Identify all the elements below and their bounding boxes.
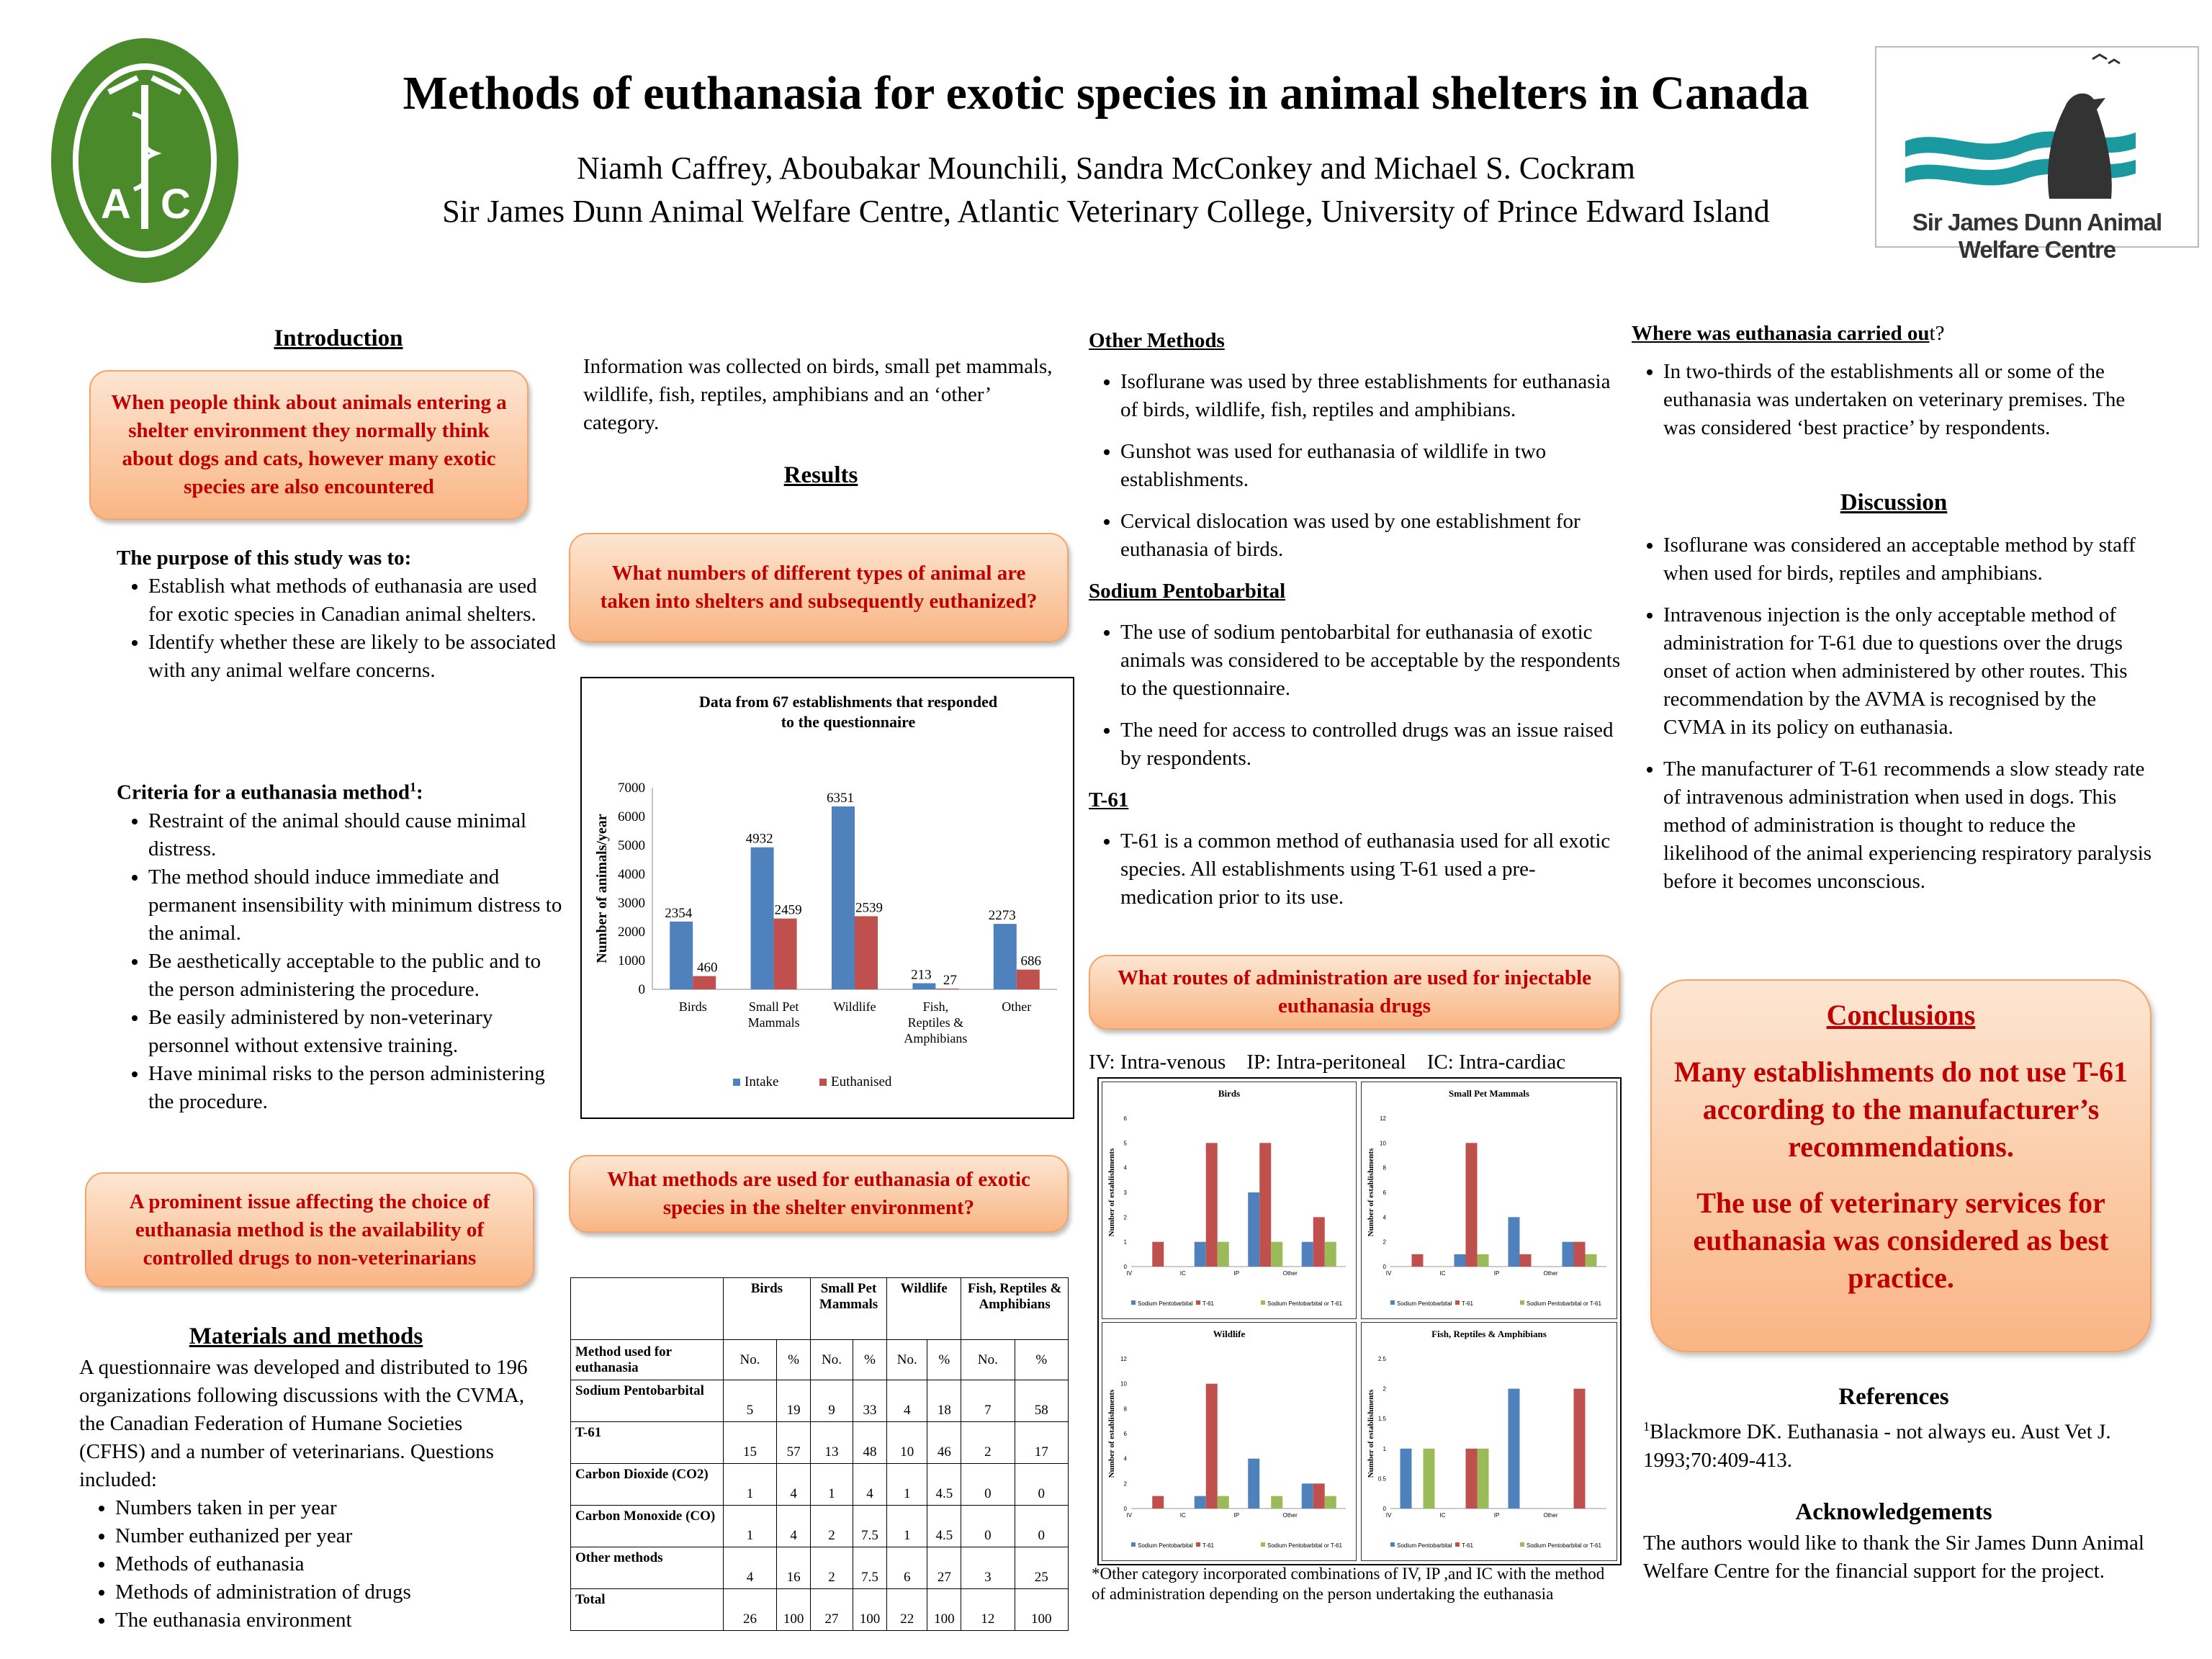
table-row-label: T-61 (571, 1422, 724, 1464)
mini-chart-ytick: 8 (1123, 1406, 1127, 1413)
mini-chart-bar (1302, 1242, 1313, 1267)
mini-chart-legend-swatch (1455, 1300, 1460, 1305)
chart-data-label: 2273 (988, 908, 1016, 924)
other-methods-item: • Isoflurane was used by three establishments for euthanasia of birds, wildlife, fish, reptiles and amphibians. (1120, 368, 1622, 424)
mini-chart-ylabel: Number of establishments (1367, 1148, 1375, 1237)
mini-chart-bar (1455, 1254, 1466, 1267)
table-cell: 48 (853, 1422, 886, 1464)
chart-bar (693, 976, 716, 989)
question-callout-2: What methods are used for euthanasia of exotic species in the shelter environment? (569, 1155, 1069, 1233)
table-col-wildlife: Wildlife (887, 1278, 961, 1340)
mini-chart-ytick: 6 (1382, 1190, 1386, 1196)
criteria-heading: Criteria for a euthanasia method$^1$: (117, 780, 423, 804)
purpose-heading: The purpose of this study was to: (117, 547, 412, 570)
mini-chart-ytick: 3 (1123, 1190, 1127, 1196)
table-cell: 3 (961, 1547, 1015, 1589)
table-col-small-pet: Small Pet Mammals (810, 1278, 886, 1340)
mini-chart-ytick: 0.5 (1377, 1475, 1386, 1483)
chart-legend-swatch (733, 1079, 740, 1086)
chart-ytick: 0 (638, 982, 645, 997)
table-cell: 4.5 (927, 1506, 961, 1547)
mini-chart-bar (1509, 1389, 1520, 1509)
mini-chart-bar (1195, 1242, 1206, 1267)
mini-chart-legend-label: T-61 (1202, 1300, 1215, 1307)
chart-xtick: Birds (678, 999, 707, 1014)
table-cell: 10 (887, 1422, 927, 1464)
table-cell: 1 (723, 1506, 776, 1547)
table-cell: 0 (961, 1464, 1015, 1506)
svg-text:A: A (101, 181, 131, 228)
table-row-label: Carbon Monoxide (CO) (571, 1506, 724, 1547)
where-item: • In two-thirds of the establishments all or some of the euthanasia was undertaken on veterinary premises. The was considered ‘best practice’ by respondents. (1663, 358, 2157, 442)
table-row-label: Total (571, 1589, 724, 1631)
mini-chart-legend-label: Sodium Pentobarbital (1138, 1300, 1193, 1307)
mini-chart-ytick: 8 (1382, 1164, 1386, 1172)
table-cell: 2 (961, 1422, 1015, 1464)
table-row (571, 1506, 1069, 1547)
discussion-item: • Intravenous injection is the only acceptable method of administration for T-61 due to questions over the drugs onset of action when administered by other routes. This recommendation by the AVMA is recognised by the CVMA in its policy on euthanasia. (1663, 601, 2157, 742)
mini-chart-title: Small Pet Mammals (1449, 1088, 1529, 1099)
table-cell: 17 (1015, 1422, 1068, 1464)
mini-chart-legend-swatch (1455, 1542, 1460, 1547)
t61-heading: T-61 (1089, 788, 1129, 811)
pentobarbital-heading: Sodium Pentobarbital (1089, 580, 1286, 603)
chart-data-label: 2539 (855, 900, 883, 916)
mini-chart-legend-label: Sodium Pentobarbital (1138, 1542, 1193, 1549)
conclusions-p2: The use of veterinary services for euthanasia was considered as best practice. (1693, 1187, 2109, 1294)
table-cell: 46 (927, 1422, 961, 1464)
question-callout-3: What routes of administration are used for injectable euthanasia drugs (1089, 955, 1620, 1030)
mini-chart-xtick: IC (1439, 1512, 1446, 1519)
mini-chart-ytick: 12 (1380, 1115, 1386, 1122)
mini-chart-ytick: 4 (1382, 1214, 1386, 1221)
table-cell: 18 (927, 1380, 961, 1422)
table-subheader: No. (810, 1340, 853, 1380)
mini-chart-bar (1248, 1459, 1259, 1509)
mini-chart-ytick: 6 (1123, 1431, 1127, 1437)
table-cell: 12 (961, 1589, 1015, 1631)
table-cell: 19 (777, 1380, 811, 1422)
mini-chart-bar (1563, 1242, 1574, 1267)
mini-chart-xtick: Other (1282, 1270, 1298, 1277)
chart-ytick: 1000 (618, 953, 645, 968)
chart-title: Data from 67 establishments that responded to the questionnaire (698, 693, 998, 731)
mini-chart-bar (1206, 1143, 1218, 1267)
table-cell: 4 (777, 1464, 811, 1506)
mini-chart-bar (1206, 1384, 1218, 1509)
mini-chart-title: Birds (1218, 1088, 1241, 1099)
mini-chart-bar (1248, 1192, 1259, 1267)
table-cell: 1 (887, 1464, 927, 1506)
mini-chart-ytick: 2 (1382, 1385, 1386, 1393)
ack-text: The authors would like to thank the Sir James Dunn Animal Welfare Centre for the financial support for the project. (1643, 1532, 2144, 1583)
mini-chart-ytick: 0 (1123, 1506, 1127, 1512)
chart-data-label: 27 (943, 972, 957, 988)
mini-chart-bar (1325, 1242, 1336, 1267)
references-heading: References (1838, 1384, 1949, 1410)
svg-text:C: C (161, 181, 191, 228)
mini-chart-ytick: 0 (1382, 1506, 1386, 1512)
table-cell: 5 (723, 1380, 776, 1422)
poster-authors: Niamh Caffrey, Aboubakar Mounchili, Sandra McConkey and Michael S. Cockram (576, 150, 1635, 186)
mini-chart-legend-label: Sodium Pentobarbital (1397, 1300, 1452, 1307)
mini-chart-legend-swatch (1520, 1300, 1524, 1305)
table-cell: 22 (887, 1589, 927, 1631)
mini-chart-xtick: IV (1126, 1512, 1133, 1519)
criteria-item: • The method should induce immediate and permanent insensibility with minimum distress to the animal. (148, 863, 563, 948)
mini-chart-xtick: Other (1543, 1512, 1558, 1519)
issue-callout: A prominent issue affecting the choice of euthanasia method is the availability of controlled drugs to non-veterinarians (85, 1172, 534, 1287)
chart-xtick: Other (1002, 999, 1032, 1014)
mini-chart-ytick: 1 (1123, 1238, 1127, 1246)
table-row (571, 1589, 1069, 1631)
chart-bar (670, 922, 693, 989)
table-cell: 2 (810, 1506, 853, 1547)
mini-chart-bar (1302, 1483, 1313, 1509)
routes-chart-small-pet (1361, 1082, 1617, 1319)
chart-bar (1017, 970, 1040, 989)
criteria-item: • Be easily administered by non-veterinary personnel without extensive training. (148, 1004, 563, 1060)
table-row (571, 1464, 1069, 1506)
table-row-label: Sodium Pentobarbital (571, 1380, 724, 1422)
table-cell: 0 (1015, 1464, 1068, 1506)
table-cell: 4 (777, 1506, 811, 1547)
chart-bar (751, 848, 774, 989)
mini-chart-legend-swatch (1131, 1542, 1136, 1547)
mini-chart-xtick: Other (1282, 1512, 1298, 1519)
table-row-label: Carbon Dioxide (CO2) (571, 1464, 724, 1506)
mini-chart-ytick: 4 (1123, 1455, 1127, 1462)
table-cell: 7 (961, 1380, 1015, 1422)
mini-chart-xtick: IC (1179, 1512, 1186, 1519)
table-row-label: Other methods (571, 1547, 724, 1589)
mini-chart-ytick: 2.5 (1377, 1356, 1386, 1362)
mini-chart-bar (1195, 1496, 1206, 1509)
table-cell: 0 (1015, 1506, 1068, 1547)
mini-chart-bar (1520, 1254, 1532, 1267)
chart-ytick: 4000 (618, 867, 645, 882)
where-heading: Where was euthanasia carried out? (1632, 322, 1945, 345)
mini-chart-xtick: IP (1233, 1270, 1240, 1277)
chart-ytick: 5000 (618, 838, 645, 853)
mini-chart-legend-swatch (1261, 1300, 1265, 1305)
mini-chart-bar (1313, 1217, 1325, 1267)
table-cell: 16 (777, 1547, 811, 1589)
mini-chart-bar (1259, 1143, 1271, 1267)
sjd-logo-text: Sir James Dunn Animal Welfare Centre (1912, 209, 2162, 263)
mini-chart-legend-swatch (1390, 1300, 1395, 1305)
table-subheader: No. (887, 1340, 927, 1380)
table-col-fish: Fish, Reptiles & Amphibians (961, 1278, 1069, 1340)
routes-footnote: *Other category incorporated combinations of IV, IP ,and IC with the method of administration depending on the person undertaking the euthanasia (1092, 1565, 1605, 1603)
introduction-heading: Introduction (274, 325, 403, 351)
mini-chart-ytick: 2 (1123, 1480, 1127, 1488)
conclusions-p1: Many establishments do not use T-61 according to the manufacturer’s recommendations. (1673, 1056, 2128, 1163)
mini-chart-bar (1466, 1143, 1478, 1267)
routes-chart-fish (1361, 1322, 1617, 1561)
table-subheader: % (777, 1340, 811, 1380)
mini-chart-legend-swatch (1196, 1542, 1200, 1547)
mini-chart-bar (1401, 1449, 1412, 1509)
mini-chart-ytick: 1 (1382, 1445, 1386, 1452)
mini-chart-legend-label: Sodium Pentobarbital (1397, 1542, 1452, 1549)
chart-bar (994, 924, 1017, 989)
criteria-item: • Have minimal risks to the person administering the procedure. (148, 1060, 563, 1116)
mini-chart-xtick: IV (1385, 1512, 1392, 1519)
mini-chart-xtick: IV (1385, 1270, 1392, 1277)
table-subheader: % (853, 1340, 886, 1380)
references-text: $^1$Blackmore DK. Euthanasia - not always eu. Aust Vet J. 1993;70:409-413. (1643, 1419, 2111, 1472)
mini-chart-bar (1478, 1254, 1489, 1267)
mini-chart-ytick: 12 (1120, 1356, 1127, 1362)
chart-data-label: 2354 (665, 905, 693, 921)
mini-chart-title: Fish, Reptiles & Amphibians (1431, 1328, 1547, 1339)
poster-affiliation: Sir James Dunn Animal Welfare Centre, Atlantic Veterinary College, University of Prince Edward Island (442, 194, 1770, 229)
table-cell: 27 (927, 1547, 961, 1589)
pentobarbital-item: • The need for access to controlled drugs was an issue raised by respondents. (1120, 716, 1622, 773)
purpose-item: • Establish what methods of euthanasia are used for exotic species in Canadian animal shelters. (148, 572, 563, 629)
methods-table-wrap (570, 1277, 1069, 1631)
table-cell: 7.5 (853, 1506, 886, 1547)
other-methods-section (1089, 327, 1622, 925)
mini-chart-xtick: Other (1543, 1270, 1558, 1277)
mini-chart-bar (1218, 1242, 1229, 1267)
routes-chart-wildlife (1102, 1322, 1357, 1561)
mini-chart-legend-label: T-61 (1462, 1300, 1474, 1307)
table-cell: 100 (927, 1589, 961, 1631)
chart-data-label: 6351 (827, 790, 854, 806)
mini-chart-xtick: IC (1439, 1270, 1446, 1277)
mini-chart-ytick: 6 (1123, 1115, 1127, 1122)
mini-chart-ylabel: Number of establishments (1107, 1389, 1116, 1478)
mini-chart-bar (1478, 1449, 1489, 1509)
results-heading: Results (783, 462, 858, 488)
table-cell: 4 (853, 1464, 886, 1506)
mini-chart-ytick: 5 (1123, 1140, 1127, 1147)
chart-bar (832, 806, 855, 989)
table-subheader: % (927, 1340, 961, 1380)
table-cell: 7.5 (853, 1547, 886, 1589)
mini-chart-bar (1586, 1254, 1597, 1267)
chart-data-label: 4932 (745, 831, 773, 847)
mini-chart-bar (1152, 1496, 1164, 1509)
other-methods-heading: Other Methods (1089, 329, 1225, 352)
where-section (1632, 320, 2157, 442)
chart-legend-label: Intake (745, 1074, 779, 1089)
table-cell: 9 (810, 1380, 853, 1422)
mini-chart-legend-label: Sodium Pentobarbital or T-61 (1527, 1300, 1601, 1307)
table-col-birds: Birds (723, 1278, 810, 1340)
mini-chart-ytick: 2 (1123, 1214, 1127, 1221)
mini-chart-legend-label: Sodium Pentobarbital or T-61 (1267, 1300, 1342, 1307)
table-cell: 58 (1015, 1380, 1068, 1422)
chart-bar (774, 919, 797, 989)
table-cell: 100 (777, 1589, 811, 1631)
table-cell: 4 (723, 1547, 776, 1589)
table-cell: 33 (853, 1380, 886, 1422)
table-cell: 1 (810, 1464, 853, 1506)
criteria-item: • Restraint of the animal should cause minimal distress. (148, 807, 563, 863)
mini-chart-bar (1313, 1483, 1325, 1509)
chart-xtick: Small Pet Mammals (747, 999, 800, 1030)
table-cell: 2 (810, 1547, 853, 1589)
methods-item: • Numbers taken in per year (115, 1494, 533, 1522)
pentobarbital-item: • The use of sodium pentobarbital for euthanasia of exotic animals was considered to be acceptable by the respondents to the questionnaire. (1120, 619, 1622, 703)
chart-xtick: Fish, Reptiles & Amphibians (904, 999, 968, 1046)
routes-chart-birds (1102, 1082, 1357, 1319)
conclusions-heading: Conclusions (1826, 999, 1976, 1031)
table-row (571, 1547, 1069, 1589)
chart-legend-label: Euthanised (831, 1074, 892, 1089)
routes-charts (1097, 1077, 1622, 1565)
table-cell: 100 (1015, 1589, 1068, 1631)
mini-chart-bar (1509, 1217, 1520, 1267)
mini-chart-xtick: IP (1493, 1512, 1500, 1519)
mini-chart-legend-swatch (1131, 1300, 1136, 1305)
purpose-item: • Identify whether these are likely to be associated with any animal welfare concerns. (148, 629, 563, 685)
mini-chart-xtick: IP (1233, 1512, 1240, 1519)
chart-bar (855, 916, 878, 989)
table-cell: 13 (810, 1422, 853, 1464)
mini-chart-ytick: 10 (1380, 1140, 1386, 1147)
table-row (571, 1422, 1069, 1464)
poster-title: Methods of euthanasia for exotic species in animal shelters in Canada (403, 67, 1809, 120)
mini-chart-bar (1271, 1496, 1282, 1509)
mini-chart-legend-label: T-61 (1462, 1542, 1474, 1549)
discussion-section (1632, 531, 2157, 909)
table-cell: 6 (887, 1547, 927, 1589)
methods-item: • The euthanasia environment (115, 1606, 533, 1635)
chart-data-label: 2459 (774, 902, 802, 918)
mini-chart-legend-label: Sodium Pentobarbital or T-61 (1527, 1542, 1601, 1549)
chart-data-label: 213 (911, 967, 932, 983)
mini-chart-ytick: 10 (1120, 1380, 1127, 1388)
mini-chart-legend-swatch (1196, 1300, 1200, 1305)
table-cell: 27 (810, 1589, 853, 1631)
table-cell: 4 (887, 1380, 927, 1422)
mini-chart-legend-swatch (1520, 1542, 1524, 1547)
sjd-logo (1875, 46, 2199, 263)
table-subheader: No. (723, 1340, 776, 1380)
chart-legend-swatch (819, 1079, 827, 1086)
mini-chart-bar (1412, 1254, 1424, 1267)
mini-chart-legend-label: T-61 (1202, 1542, 1215, 1549)
mini-chart-xtick: IV (1126, 1270, 1133, 1277)
mini-chart-ytick: 4 (1123, 1164, 1127, 1172)
discussion-heading: Discussion (1840, 490, 1948, 516)
mini-chart-bar (1271, 1242, 1282, 1267)
mini-chart-ytick: 2 (1382, 1238, 1386, 1246)
mini-chart-bar (1574, 1242, 1586, 1267)
chart-bar (912, 983, 935, 989)
methods-text: A questionnaire was developed and distributed to 196 organizations following discussions with the CVMA, the Canadian Federation of Humane Societies (CFHS) and a number of veterinarians. Questions included: (79, 1356, 528, 1491)
methods-table (570, 1277, 1069, 1631)
conclusions-box (1650, 979, 2152, 1352)
mini-chart-xtick: IC (1179, 1270, 1186, 1277)
intake-chart (580, 677, 1074, 1119)
chart-xtick: Wildlife (833, 999, 876, 1014)
table-cell: 0 (961, 1506, 1015, 1547)
discussion-item: • The manufacturer of T-61 recommends a slow steady rate of intravenous administration when used in dogs. This method of administration is thought to reduce the likelihood of the animal experiencing respiratory paralysis before it becomes unconscious. (1663, 755, 2157, 896)
table-cell: 15 (723, 1422, 776, 1464)
table-cell: 4.5 (927, 1464, 961, 1506)
chart-data-label: 686 (1020, 953, 1042, 969)
table-cell: 100 (853, 1589, 886, 1631)
mini-chart-bar (1466, 1449, 1478, 1509)
table-row (571, 1380, 1069, 1422)
mini-chart-bar (1218, 1496, 1229, 1509)
mini-chart-bar (1325, 1496, 1336, 1509)
methods-section (79, 1354, 533, 1635)
chart-ytick: 7000 (618, 781, 645, 796)
discussion-item: • Isoflurane was considered an acceptable method by staff when used for birds, reptiles and amphibians. (1663, 531, 2157, 588)
intro-callout: When people think about animals entering a shelter environment they normally think about dogs and cats, however many exotic species are also encountered (89, 370, 529, 520)
table-cell: 25 (1015, 1547, 1068, 1589)
methods-heading: Materials and methods (189, 1323, 423, 1349)
t61-item: • T-61 is a common method of euthanasia used for all exotic species. All establishments using T-61 used a pre-medication prior to its use. (1120, 827, 1622, 912)
chart-ylabel: Number of animals/year (594, 814, 610, 963)
mini-chart-ytick: 0 (1123, 1264, 1127, 1270)
other-methods-item: • Gunshot was used for euthanasia of wildlife in two establishments. (1120, 438, 1622, 494)
methods-item: • Methods of administration of drugs (115, 1578, 533, 1606)
mini-chart-bar (1574, 1389, 1586, 1509)
mini-chart-ylabel: Number of establishments (1367, 1389, 1375, 1478)
table-subheader: % (1015, 1340, 1068, 1380)
criteria-section (117, 773, 563, 1116)
mini-chart-ytick: 1.5 (1377, 1416, 1386, 1423)
mini-chart-bar (1424, 1449, 1435, 1509)
table-method-header: Method used for euthanasia (571, 1340, 724, 1380)
mini-chart-legend-swatch (1390, 1542, 1395, 1547)
mini-chart-bar (1152, 1242, 1164, 1267)
chart-ytick: 3000 (618, 896, 645, 911)
table-cell: 57 (777, 1422, 811, 1464)
ack-heading: Acknowledgements (1795, 1499, 1992, 1525)
methods-item: • Number euthanized per year (115, 1522, 533, 1550)
mini-chart-ytick: 0 (1382, 1264, 1386, 1270)
mini-chart-title: Wildlife (1213, 1328, 1246, 1339)
table-subheader: No. (961, 1340, 1015, 1380)
other-methods-item: • Cervical dislocation was used by one establishment for euthanasia of birds. (1120, 508, 1622, 564)
chart-ytick: 6000 (618, 809, 645, 824)
chart-ytick: 2000 (618, 925, 645, 940)
mini-chart-legend-label: Sodium Pentobarbital or T-61 (1267, 1542, 1342, 1549)
methods-item: • Methods of euthanasia (115, 1550, 533, 1578)
question-callout-1: What numbers of different types of animal are taken into shelters and subsequently euthanized? (569, 533, 1069, 642)
table-cell: 1 (723, 1464, 776, 1506)
mini-chart-ylabel: Number of establishments (1107, 1148, 1116, 1237)
table-cell: 1 (887, 1506, 927, 1547)
table-corner (571, 1278, 724, 1340)
mini-chart-legend-swatch (1261, 1542, 1265, 1547)
table-cell: 26 (723, 1589, 776, 1631)
criteria-item: • Be aesthetically acceptable to the public and to the person administering the procedure. (148, 948, 563, 1004)
routes-legend-line: IV: Intra-venous IP: Intra-peritoneal IC: Intra-cardiac (1089, 1051, 1566, 1074)
results-info: Information was collected on birds, small pet mammals, wildlife, fish, reptiles, amphibians and an ‘other’ category. (583, 355, 1053, 434)
chart-data-label: 460 (696, 960, 718, 976)
purpose-section (117, 544, 563, 685)
mini-chart-xtick: IP (1493, 1270, 1500, 1277)
